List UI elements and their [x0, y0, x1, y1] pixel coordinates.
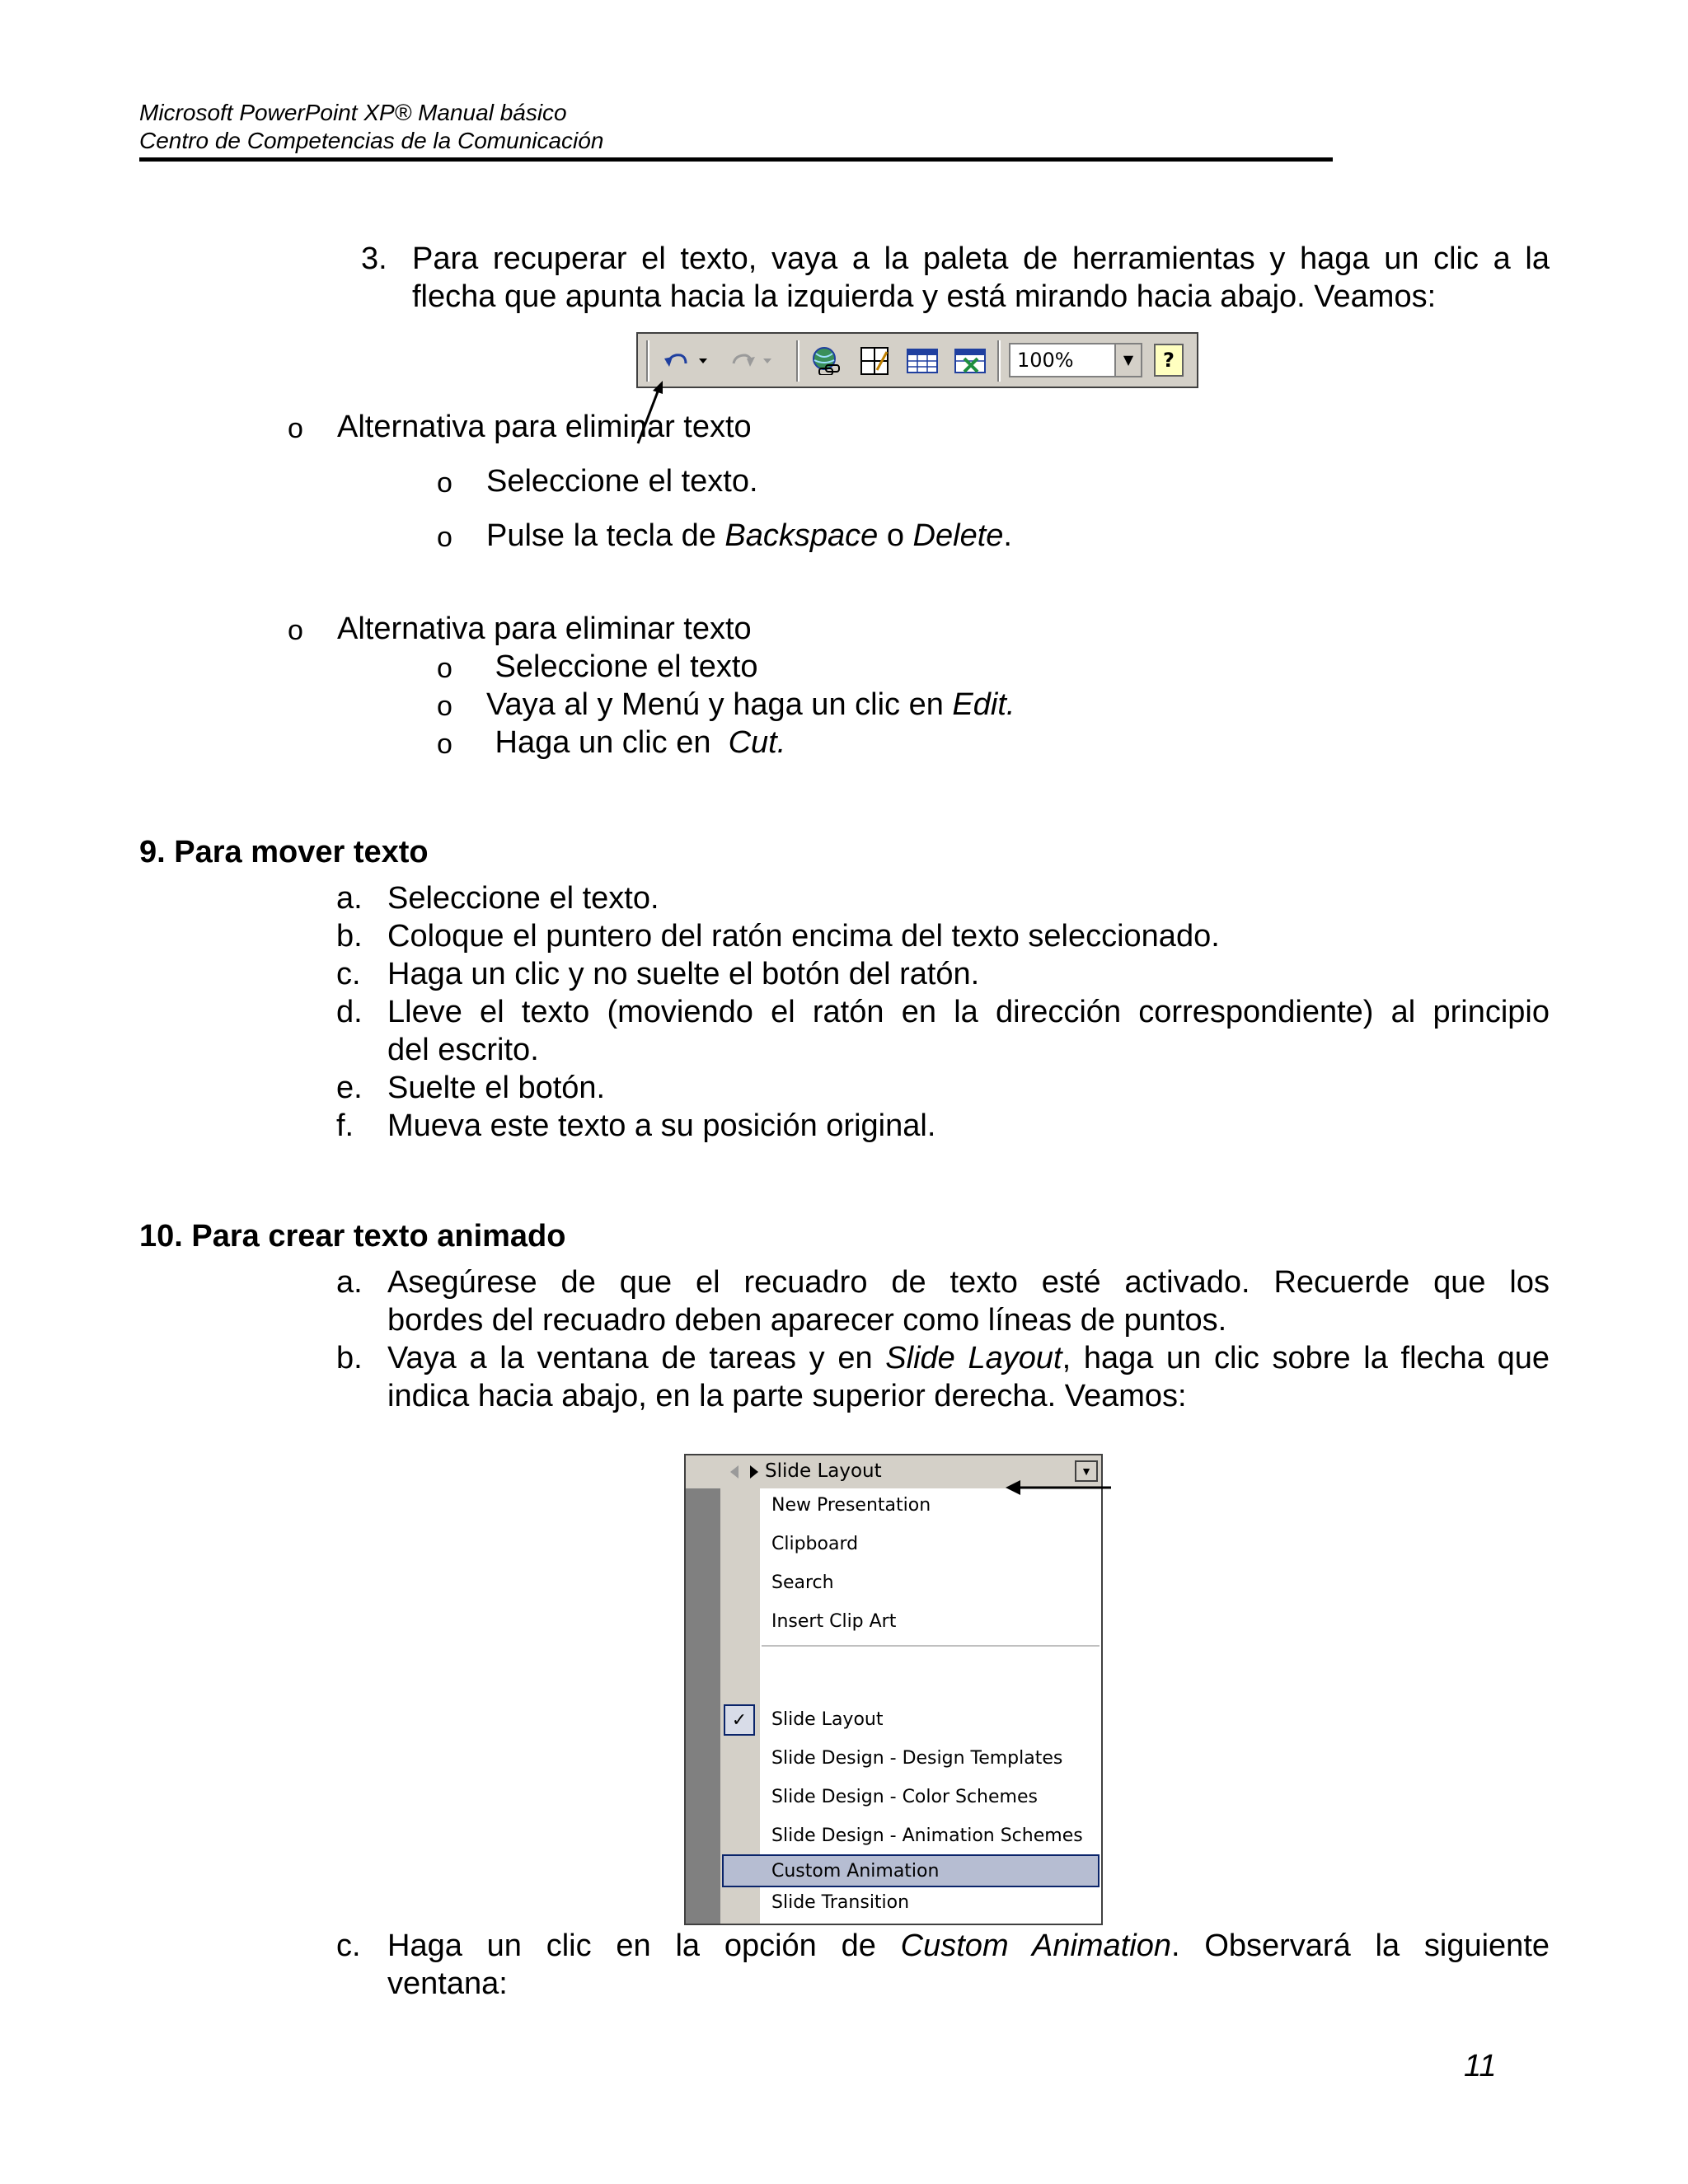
- menu-item-slide-design-color-schemes[interactable]: Slide Design - Color Schemes: [771, 1787, 1038, 1807]
- list-label: a.: [336, 1265, 363, 1300]
- list-label: a.: [336, 881, 363, 916]
- alt2-item1: Seleccione el texto: [486, 649, 758, 684]
- pointer-arrow: [1006, 1475, 1113, 1500]
- help-icon[interactable]: ?: [1154, 344, 1184, 377]
- section10-title: 10. Para crear texto animado: [139, 1219, 566, 1254]
- list-item-continued: bordes del recuadro deben aparecer como líneas de puntos.: [387, 1303, 1227, 1338]
- alt2-item2: Vaya al y Menú y haga un clic en Edit.: [486, 687, 1015, 722]
- step3-number: 3.: [361, 241, 387, 276]
- bullet: o: [288, 615, 303, 646]
- dropdown-list: [719, 1488, 1101, 1924]
- menu-separator: [762, 1645, 1100, 1647]
- section9-title: 9. Para mover texto: [139, 835, 429, 869]
- menu-item-slide-design-templates[interactable]: Slide Design - Design Templates: [771, 1748, 1063, 1769]
- alt2-title: Alternativa para eliminar texto: [337, 612, 752, 646]
- pane-background: [686, 1488, 719, 1924]
- toolbar-separator: [997, 340, 1001, 382]
- list-item: Vaya a la ventana de tareas y en Slide Layout, haga un clic sobre la flecha que: [387, 1341, 1550, 1376]
- toolbar-separator: [796, 340, 799, 382]
- list-label: c.: [336, 957, 361, 991]
- list-label: b.: [336, 919, 363, 954]
- alt1-item2: Pulse la tecla de Backspace o Delete.: [486, 518, 1012, 553]
- list-item-continued: indica hacia abajo, en la parte superior derecha. Veamos:: [387, 1379, 1187, 1413]
- list-label: d.: [336, 995, 363, 1029]
- bullet: o: [437, 467, 452, 499]
- tables-borders-icon[interactable]: [859, 345, 892, 375]
- check-icon: ✓: [724, 1704, 755, 1736]
- list-label: e.: [336, 1071, 363, 1105]
- list-item: Asegúrese de que el recuadro de texto esté activado. Recuerde que los: [387, 1265, 1550, 1300]
- list-label: b.: [336, 1341, 363, 1376]
- menu-item-slide-layout[interactable]: Slide Layout: [771, 1709, 884, 1730]
- page-number: 11: [1464, 2049, 1497, 2083]
- task-pane-title: Slide Layout: [765, 1460, 882, 1482]
- zoom-value: 100%: [1017, 349, 1074, 372]
- chevron-down-icon[interactable]: ▼: [1075, 1460, 1098, 1482]
- undo-icon[interactable]: [659, 345, 717, 375]
- bullet: o: [288, 413, 303, 444]
- menu-item-insert-clip-art[interactable]: Insert Clip Art: [771, 1611, 897, 1632]
- list-item: Coloque el puntero del ratón encima del texto seleccionado.: [387, 919, 1220, 954]
- list-item: Suelte el botón.: [387, 1071, 606, 1105]
- list-label: c.: [336, 1929, 361, 1963]
- menu-item-clipboard[interactable]: Clipboard: [771, 1534, 859, 1554]
- list-item-continued: del escrito.: [387, 1033, 539, 1067]
- list-item: Mueva este texto a su posición original.: [387, 1108, 936, 1143]
- alt1-title: Alternativa para eliminar texto: [337, 410, 752, 444]
- menu-item-search[interactable]: Search: [771, 1572, 834, 1593]
- alt2-item3: Haga un clic en Cut.: [486, 725, 786, 760]
- list-item: Haga un clic en la opción de Custom Animation. Observará la siguiente: [387, 1929, 1550, 1963]
- bullet: o: [437, 691, 452, 722]
- list-item: Lleve el texto (moviendo el ratón en la dirección correspondiente) al principio: [387, 995, 1550, 1029]
- toolbar-grip: [646, 340, 649, 382]
- redo-icon: [727, 345, 785, 375]
- menu-item-slide-design-animation-schemes[interactable]: Slide Design - Animation Schemes: [771, 1825, 1083, 1846]
- menu-item-new-presentation[interactable]: New Presentation: [771, 1495, 931, 1516]
- header-subtitle: Centro de Competencias de la Comunicación: [139, 128, 604, 153]
- step3-line2: flecha que apunta hacia la izquierda y está mirando hacia abajo. Veamos:: [412, 279, 1437, 314]
- insert-table-icon[interactable]: [905, 345, 941, 375]
- task-pane-menu: [684, 1454, 1103, 1925]
- step3-line1: Para recuperar el texto, vaya a la paleta de herramientas y haga un clic a la: [412, 241, 1550, 276]
- list-item: Seleccione el texto.: [387, 881, 659, 916]
- list-item-continued: ventana:: [387, 1966, 508, 2001]
- bullet: o: [437, 729, 452, 760]
- menu-item-custom-animation[interactable]: Custom Animation: [771, 1861, 940, 1882]
- hyperlink-icon[interactable]: [809, 345, 846, 375]
- zoom-select[interactable]: [1009, 343, 1142, 377]
- alt1-item1: Seleccione el texto.: [486, 464, 758, 499]
- bullet: o: [437, 522, 452, 553]
- insert-excel-icon[interactable]: [953, 345, 989, 375]
- standard-toolbar: [636, 332, 1198, 388]
- back-forward-icon[interactable]: [729, 1462, 762, 1482]
- chevron-down-icon[interactable]: ▼: [1114, 344, 1141, 376]
- list-label: f.: [336, 1108, 354, 1143]
- menu-item-slide-transition[interactable]: Slide Transition: [771, 1892, 910, 1913]
- header-rule: [139, 157, 1333, 162]
- bullet: o: [437, 653, 452, 684]
- list-item: Haga un clic y no suelte el botón del ratón.: [387, 957, 980, 991]
- header-title: Microsoft PowerPoint XP® Manual básico: [139, 100, 567, 125]
